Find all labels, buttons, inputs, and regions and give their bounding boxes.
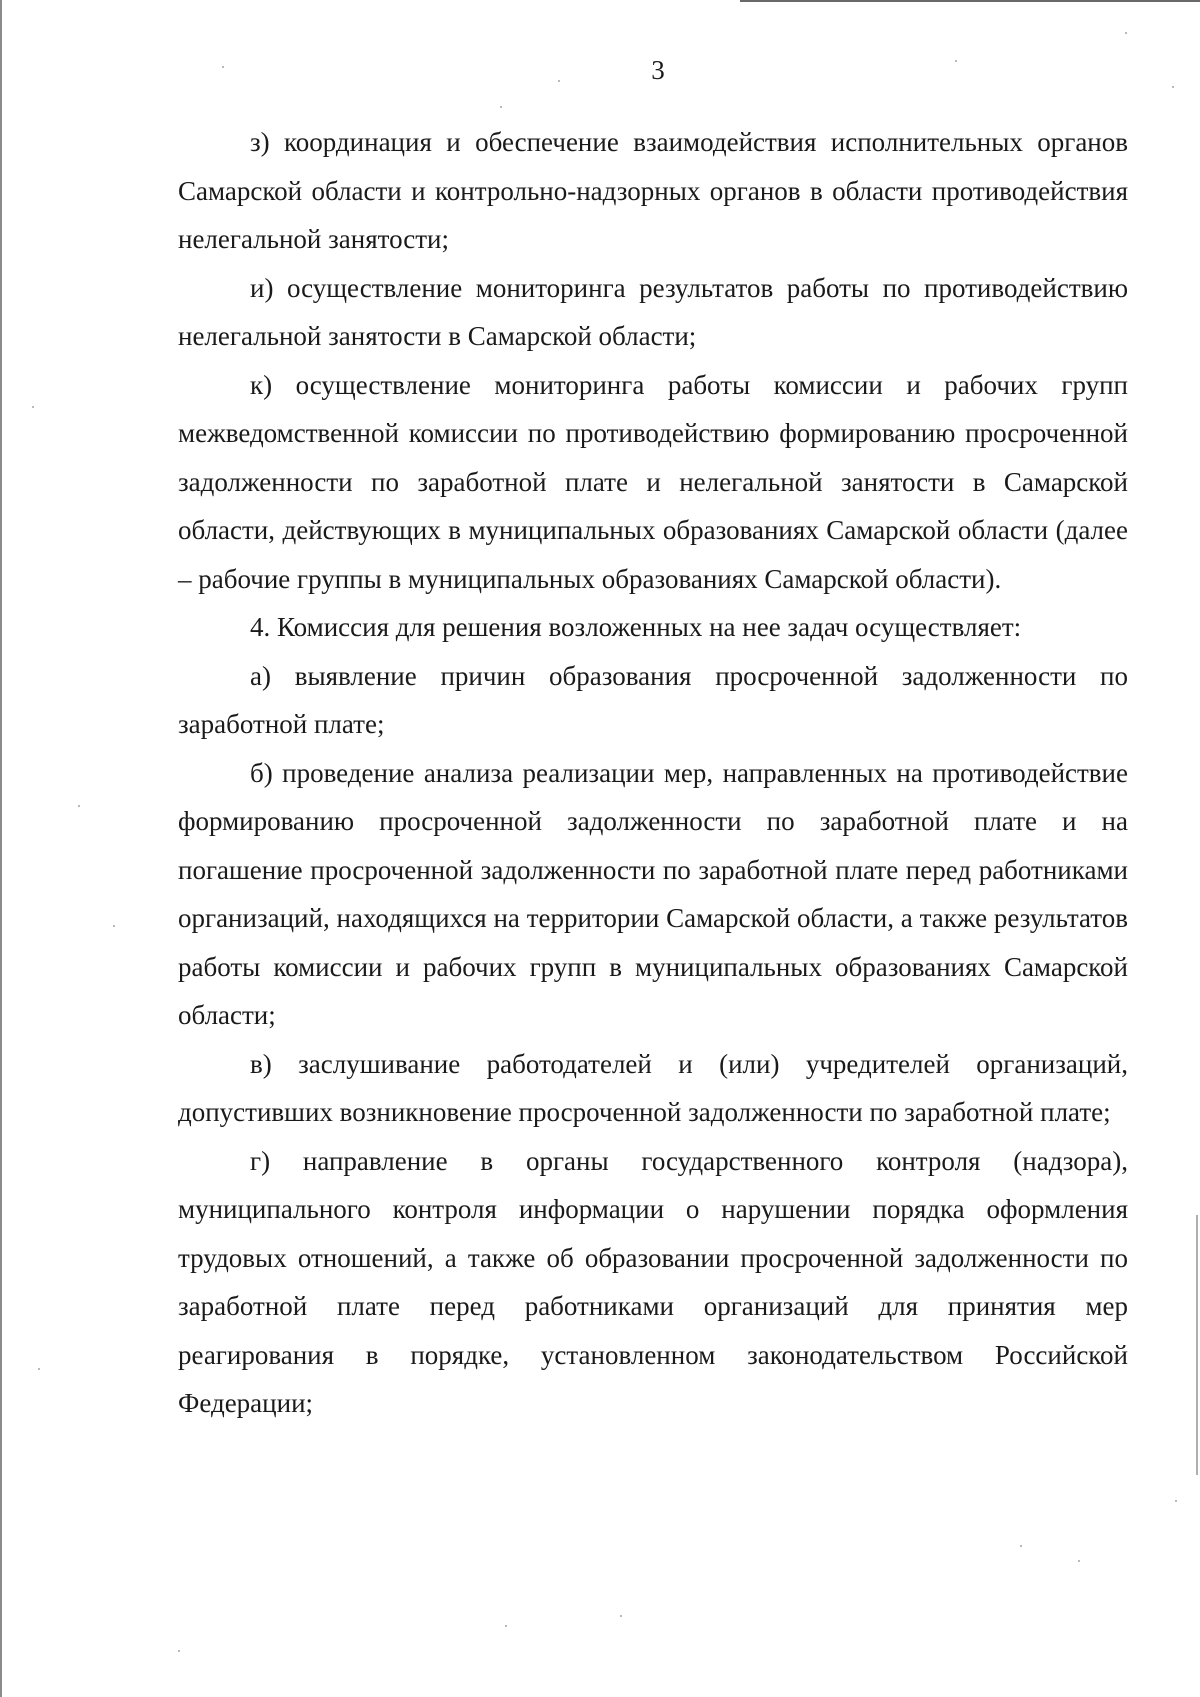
paragraph-k: к) осуществление мониторинга работы комиссии и рабочих групп межведомственной комиссии по противодействию формированию просроченной задолженности по заработной плате и нелегальной занятости в Самарской области, действующих в муниципальных образованиях Самарской области (далее – рабочие группы в муниципальных образованиях Самарской области). xyxy=(178,369,1128,594)
scan-speck xyxy=(1078,1560,1080,1562)
scan-edge-top xyxy=(740,0,1200,2)
paragraph-g: г) направление в органы государственного контроля (надзора), муниципального контроля информации о нарушении порядка оформления трудовых отношений, а также об образовании просроченной задолженности по заработной плате перед работниками организаций для принятия мер реагирования в порядке, установленном законодательством Российской Федерации; xyxy=(178,1145,1128,1418)
document-body xyxy=(178,118,1128,1428)
paragraph-v: в) заслушивание работодателей и (или) учредителей организаций, допустивших возникновение просроченной задолженности по заработной плате; xyxy=(178,1048,1128,1127)
paragraph-section-4: 4. Комиссия для решения возложенных на нее задач осуществляет: xyxy=(250,612,1022,642)
paragraph-i: и) осуществление мониторинга результатов работы по противодействию нелегальной занятости в Самарской области; xyxy=(178,272,1128,351)
scan-speck xyxy=(32,406,34,408)
scan-speck xyxy=(505,1625,507,1627)
scan-speck xyxy=(620,1615,622,1617)
paragraph-z: з) координация и обеспечение взаимодействия исполнительных органов Самарской области и контрольно-надзорных органов в области противодействия нелегальной занятости; xyxy=(178,127,1128,254)
paragraph-a: а) выявление причин образования просроченной задолженности по заработной плате; xyxy=(178,660,1128,739)
scan-edge-left xyxy=(0,0,2,1697)
scan-speck xyxy=(178,1650,180,1652)
scan-speck xyxy=(38,1368,40,1370)
scan-speck xyxy=(1175,1500,1177,1502)
scan-speck xyxy=(1020,1545,1022,1547)
scan-speck xyxy=(1172,86,1174,88)
scan-speck xyxy=(78,805,80,807)
scan-speck xyxy=(113,925,115,927)
paragraph-b: б) проведение анализа реализации мер, направленных на противодействие формированию просроченной задолженности по заработной плате и на погашение просроченной задолженности по заработной плате перед работниками организаций, находящихся на территории Самарской области, а также результатов работы комиссии и рабочих групп в муниципальных образованиях Самарской области; xyxy=(178,757,1128,1030)
scan-edge-right xyxy=(1196,1215,1198,1475)
scan-speck xyxy=(500,106,502,108)
page-number: 3 xyxy=(651,55,665,85)
scan-speck xyxy=(1125,32,1127,34)
